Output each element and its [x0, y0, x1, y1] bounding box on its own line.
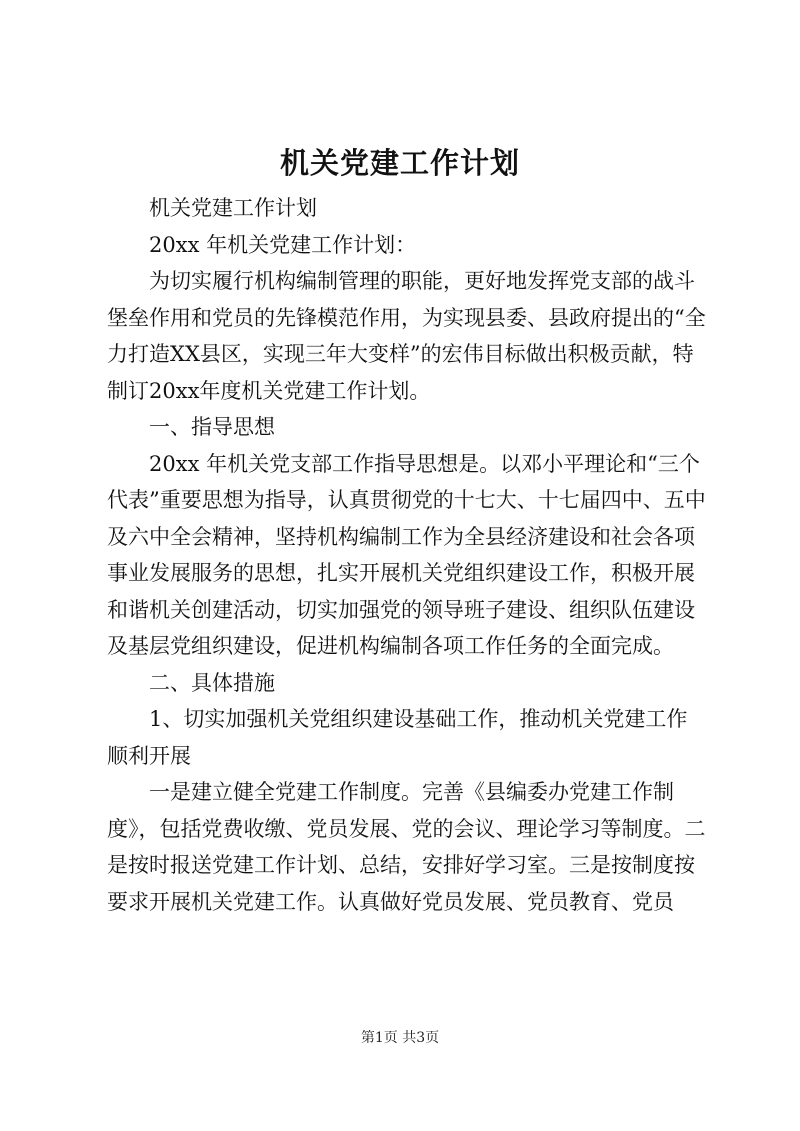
paragraph-guiding-ideology: 20xx 年机关党支部工作指导思想是。以邓小平理论和“三个代表”重要思想为指导，认真贯彻党的十七大、十七届四中、五中及六中全会精神，坚持机构编制工作为全县经济建设和社会各项事业发展服务的思想，扎实开展机关党组织建设工作，积极开展和谐机关创建活动，切实加强党的领导班子建设、组织队伍建设及基层党组织建设，促进机构编制各项工作任务的全面完成。: [107, 451, 706, 658]
paragraph-subtitle: 机关党建工作计划: [149, 196, 317, 220]
paragraph-intro: 为切实履行机构编制管理的职能，更好地发挥党支部的战斗堡垒作用和党员的先锋模范作用，为实现县委、县政府提出的“全力打造XX县区，实现三年大变样”的宏伟目标做出积极贡献，特制订20xx年度机关党建工作计划。: [107, 269, 706, 403]
subsection-heading-1: 1、切实加强机关党组织建设基础工作，推动机关党建工作顺利开展: [107, 707, 688, 768]
paragraph-measures-detail: 一是建立健全党建工作制度。完善《县编委办党建工作制度》，包括党费收缴、党员发展、党的会议、理论学习等制度。二是按时报送党建工作计划、总结，安排好学习室。三是按制度按要求开展机关党建工作。认真做好党员发展、党员教育、党员: [107, 780, 706, 914]
page-footer: 第1页 共3页: [360, 1030, 440, 1046]
document-title: 机关党建工作计划: [279, 146, 520, 180]
document-body: [107, 190, 707, 920]
section-heading-guiding-ideology: 一、指导思想: [149, 415, 275, 439]
paragraph-plan-heading: 20xx 年机关党建工作计划：: [149, 232, 417, 257]
section-heading-specific-measures: 二、具体措施: [149, 670, 275, 695]
